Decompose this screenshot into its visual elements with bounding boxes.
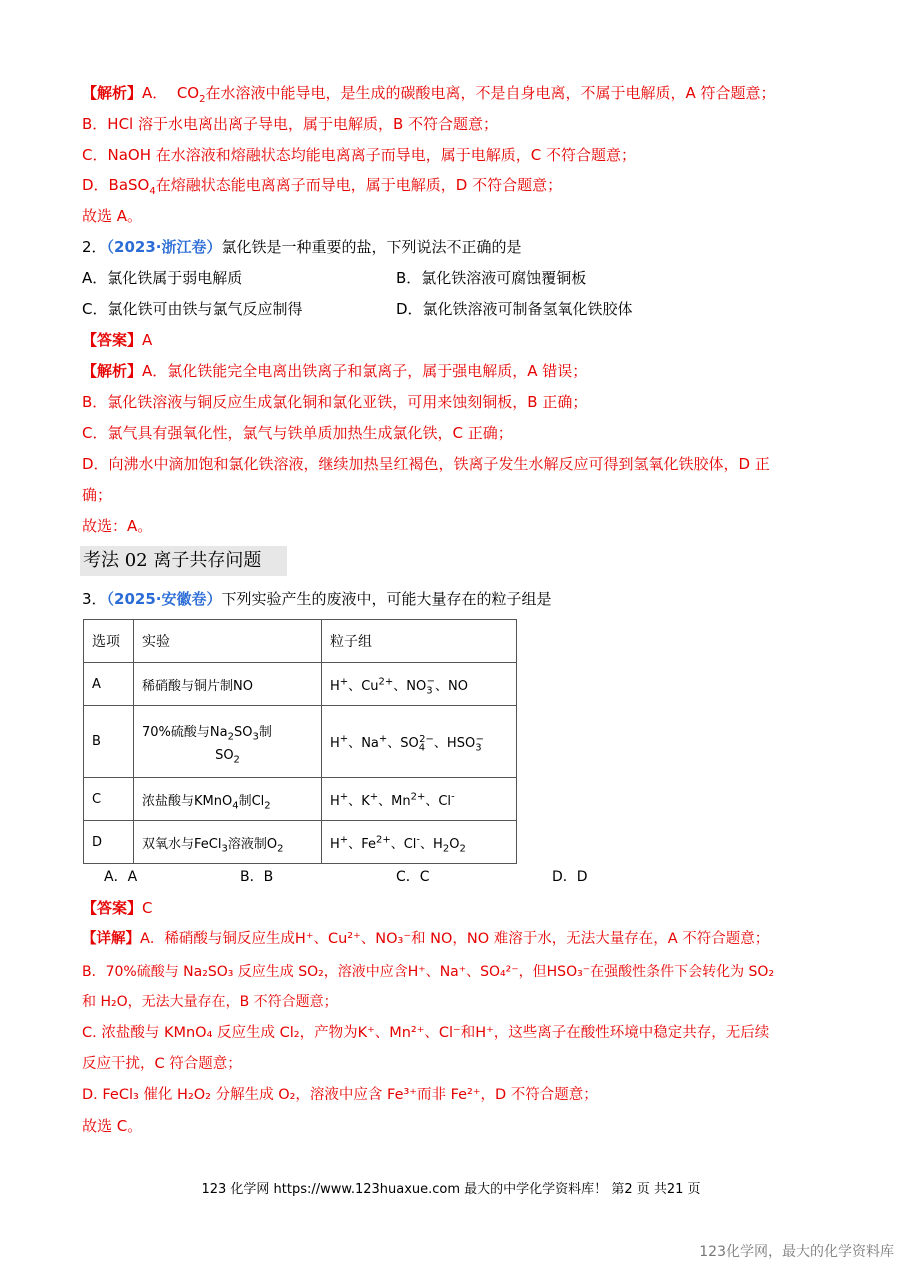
q3-choice-a: A．A — [104, 869, 138, 885]
q3-conclusion: 故选 C。 — [82, 1117, 143, 1135]
q2-analysis-b: B．氯化铁溶液与铜反应生成氯化铜和氯化亚铁，可用来蚀刻铜板，B 正确； — [82, 393, 588, 411]
q1-analysis-b: B．HCl 溶于水电离出离子导电，属于电解质，B 不符合题意； — [82, 115, 499, 133]
table-header: 实验 — [134, 620, 322, 663]
q3-detail-c-cont: 反应干扰，C 符合题意； — [82, 1056, 242, 1072]
q3-choice-c: C．C — [396, 869, 430, 885]
q3-detail-b-cont: 和 H₂O，无法大量存在，B 不符合题意； — [82, 994, 338, 1010]
q3-table — [83, 619, 517, 864]
q1-analysis-a: 【解析】A． $CO_2$在水溶液中能导电，是生成的碳酸电离，不是自身电离，不属于电解质，A 符合题意； — [82, 84, 776, 105]
table-cell-particles: H+、Na+、$SO_4^{2-}$、$HSO_3^-$ — [322, 706, 517, 778]
table-cell-experiment: 稀硝酸与铜片制NO — [134, 663, 322, 706]
q3-stem: 3．（2025·安徽卷）下列实验产生的废液中，可能大量存在的粒子组是 — [82, 590, 552, 608]
table-cell-experiment: 70%硫酸与$Na_2SO_3$制 $SO_2$ — [134, 706, 322, 778]
q1-conclusion: 故选 A。 — [82, 207, 143, 225]
table-row — [84, 706, 517, 778]
q2-analysis-c: C．氯气具有强氧化性，氯气与铁单质加热生成氯化铁，C 正确； — [82, 424, 513, 442]
section-title: 考法 02 离子共存问题 — [80, 546, 287, 576]
table-cell-particles: H+、K+、$Mn^{2+}$、Cl- — [322, 778, 517, 821]
q3-detail-a: 【详解】A．稀硝酸与铜反应生成H⁺、Cu²⁺、NO₃⁻和 NO，NO 难溶于水，无法大量存在，A 不符合题意； — [82, 931, 770, 947]
q2-option-c: C．氯化铁可由铁与氯气反应制得 — [82, 300, 303, 318]
table-cell-particles: H+、$Fe^{2+}$、Cl-、$H_2O_2$ — [322, 821, 517, 864]
table-cell-experiment: 浓盐酸与KMnO$_4$制$Cl_2$ — [134, 778, 322, 821]
table-header-row — [84, 620, 517, 663]
q1-analysis-c: C．NaOH 在水溶液和熔融状态均能电离离子而导电，属于电解质，C 不符合题意； — [82, 146, 636, 164]
table-row — [84, 663, 517, 706]
table-row — [84, 821, 517, 864]
q2-stem: 2．（2023·浙江卷）氯化铁是一种重要的盐，下列说法不正确的是 — [82, 238, 522, 256]
table-cell-option: B — [84, 706, 134, 778]
q3-detail-d: D. FeCl₃ 催化 H₂O₂ 分解生成 O₂，溶液中应含 Fe³⁺而非 Fe²⁺，D 不符合题意； — [82, 1087, 598, 1103]
page-footer: 123 化学网 https://www.123huaxue.com 最大的中学化学资料库！ 第2 页 共21 页 — [201, 1182, 701, 1197]
table-cell-experiment: 双氧水与FeCl$_3$溶液制$O_2$ — [134, 821, 322, 864]
q1-analysis-d: D．BaSO$_4$在熔融状态能电离离子而导电，属于电解质，D 不符合题意； — [82, 176, 563, 197]
q2-option-a: A．氯化铁属于弱电解质 — [82, 269, 243, 287]
table-cell-option: C — [84, 778, 134, 821]
table-cell-particles: H+、$Cu^{2+}$、$NO_3^-$、NO — [322, 663, 517, 706]
q3-detail-c: C. 浓盐酸与 KMnO₄ 反应生成 Cl₂，产物为K⁺、Mn²⁺、Cl⁻和H⁺，这些离子在酸性环境中稳定共存，无后续 — [82, 1025, 770, 1041]
q2-option-d: D．氯化铁溶液可制备氢氧化铁胶体 — [396, 300, 633, 318]
q2-conclusion: 故选：A。 — [82, 517, 153, 535]
q3-detail-b: B．70%硫酸与 Na₂SO₃ 反应生成 SO₂，溶液中应含H⁺、Na⁺、SO₄²⁻，但HSO₃⁻在强酸性条件下会转化为 SO₂ — [82, 964, 775, 980]
q3-choice-d: D．D — [552, 869, 588, 885]
table-row — [84, 778, 517, 821]
table-cell-option: D — [84, 821, 134, 864]
table-cell-option: A — [84, 663, 134, 706]
q3-choice-b: B．B — [240, 869, 274, 885]
q2-analysis-a: 【解析】A．氯化铁能完全电离出铁离子和氯离子，属于强电解质，A 错误； — [82, 362, 588, 380]
q2-analysis-d: D．向沸水中滴加饱和氯化铁溶液，继续加热呈红褐色，铁离子发生水解反应可得到氢氧化铁胶体，D 正 — [82, 455, 770, 473]
q2-option-b: B．氯化铁溶液可腐蚀覆铜板 — [396, 269, 587, 287]
q2-answer: 【答案】A — [82, 331, 153, 349]
watermark: 123化学网，最大的化学资料库 — [699, 1244, 894, 1260]
table-header: 粒子组 — [322, 620, 517, 663]
table-header: 选项 — [84, 620, 134, 663]
q3-answer: 【答案】C — [82, 899, 153, 917]
q2-analysis-d-cont: 确； — [82, 486, 113, 504]
